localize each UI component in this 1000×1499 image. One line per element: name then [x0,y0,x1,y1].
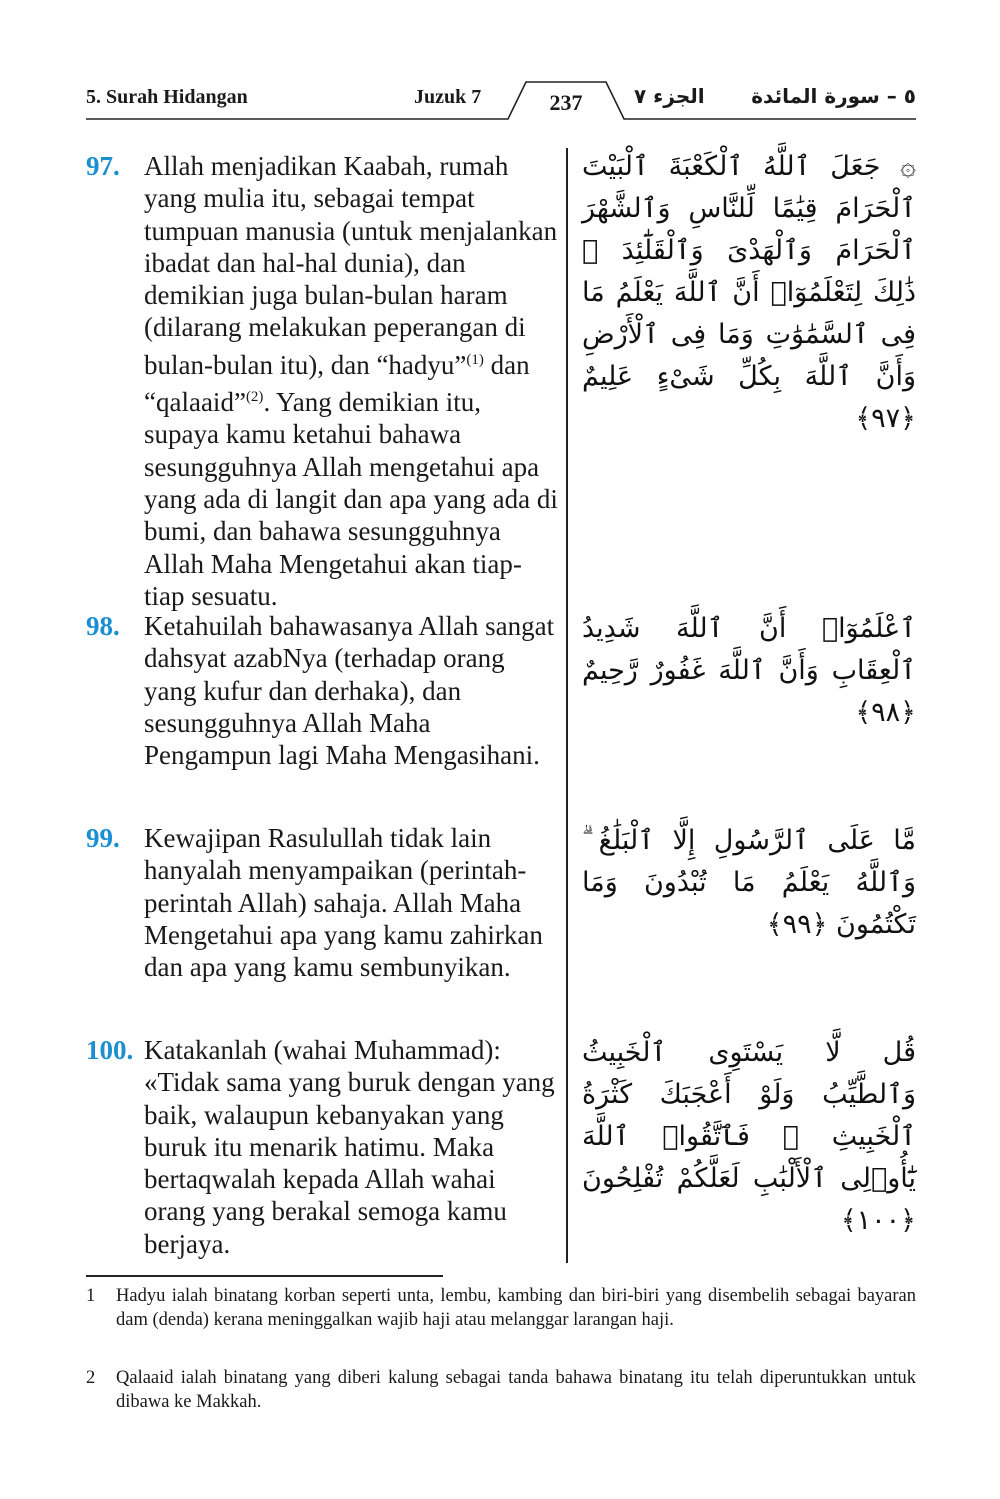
footnote-number: 1 [86,1286,96,1306]
verse-number: 98. [86,611,120,641]
footnote-1 [86,1284,916,1332]
verse-99-translation [86,822,558,983]
surah-title-latin: 5. Surah Hidangan [86,86,248,108]
verse-text: Ketahuilah bahawasanya Allah sangat dahsyat azabNya (terhadap orang yang kufur dan derhaka), dan sesungguhnya Allah Maha Pengampun lagi Maha Mengasihani. [144,611,555,771]
verse-text: Kewajipan Rasulullah tidak lain hanyalah menyampaikan (perintah-perintah Allah) sahaja. Allah Maha Mengetahui apa yang kamu zahirkan dan apa yang kamu sembunyikan. [144,823,543,983]
verse-100-translation [86,1034,558,1260]
verse-100-arabic: قُل لَّا يَسْتَوِى ٱلْخَبِيثُ وَٱلطَّيِّبُ وَلَوْ أَعْجَبَكَ كَثْرَةُ ٱلْخَبِيثِ ۚ فَٱتَّقُوا۟ ٱللَّهَ يَٰٓأُو۟لِى ٱلْأَلْبَٰبِ لَعَلَّكُمْ تُفْلِحُونَ ﴿١٠٠﴾ [582,1037,916,1236]
verse-97-translation [86,150,558,612]
footnote-2 [86,1366,916,1414]
verse-99-arabic: مَّا عَلَى ٱلرَّسُولِ إِلَّا ٱلْبَلَٰغُ ۗ وَٱللَّهُ يَعْلَمُ مَا تُبْدُونَ وَمَا تَكْتُمُونَ ﴿٩٩﴾ [582,825,916,940]
verse-number: 99. [86,823,120,853]
verse-text: Allah menjadikan Kaabah, rumah yang mulia itu, sebagai tempat tumpuan manusia (untuk menjalankan ibadat dan hal-hal dunia), dan demikian juga bulan-bulan haram (dilarang melakukan peperangan di bulan-bulan itu), dan “hadyu”$^{(1)}$ dan “qalaaid”$^{(2)}$. Yang demikian itu, supaya kamu ketahui bahawa sesungguhnya Allah mengetahui apa yang ada di langit dan apa yang ada di bumi, dan bahawa sesungguhnya Allah Maha Mengetahui akan tiap-tiap sesuatu. [144,151,558,611]
column-divider [566,148,568,1263]
verse-number: 97. [86,151,120,181]
juz-label-latin: Juzuk 7 [414,86,482,108]
verse-97-arabic: ۞ جَعَلَ ٱللَّهُ ٱلْكَعْبَةَ ٱلْبَيْتَ ٱلْحَرَامَ قِيَٰمًا لِّلنَّاسِ وَٱلشَّهْرَ ٱلْحَرَامَ وَٱلْهَدْىَ وَٱلْقَلَٰٓئِدَ ۚ ذَٰلِكَ لِتَعْلَمُوٓا۟ أَنَّ ٱللَّهَ يَعْلَمُ مَا فِى ٱلسَّمَٰوَٰتِ وَمَا فِى ٱلْأَرْضِ وَأَنَّ ٱللَّهَ بِكُلِّ شَىْءٍ عَلِيمٌ ﴿٩٧﴾ [582,151,916,434]
footnote-ref-1: (1) [466,351,484,368]
juz-label-arabic: الجزء ٧ [634,84,705,108]
footnote-text: Qalaaid ialah binatang yang diberi kalung sebagai tanda bahawa binatang itu telah diperuntukkan untuk dibawa ke Makkah. [116,1368,916,1412]
verse-98-arabic: ٱعْلَمُوٓا۟ أَنَّ ٱللَّهَ شَدِيدُ ٱلْعِقَابِ وَأَنَّ ٱللَّهَ غَفُورٌ رَّحِيمٌ ﴿٩٨﴾ [582,613,916,728]
footnote-text: Hadyu ialah binatang korban seperti unta, lembu, kambing dan biri-biri yang disembelih sebagai bayaran dam (denda) kerana meninggalkan wajib haji atau melanggar larangan haji. [116,1286,916,1330]
page-header [86,78,916,120]
footnote-divider [86,1275,443,1277]
surah-title-arabic: ٥ – سورة المائدة [751,84,916,108]
footnote-ref-2: (2) [245,389,264,406]
footnote-number: 2 [86,1368,96,1388]
verse-98-translation [86,610,558,771]
verse-number: 100. [86,1035,134,1065]
page-number: 237 [549,90,583,115]
verse-text: Katakanlah (wahai Muhammad): «Tidak sama yang buruk dengan yang baik, walaupun kebanyakan yang buruk itu menarik hatimu. Maka bertaqwalah kepada Allah wahai orang yang berakal semoga kamu berjaya. [144,1035,555,1259]
